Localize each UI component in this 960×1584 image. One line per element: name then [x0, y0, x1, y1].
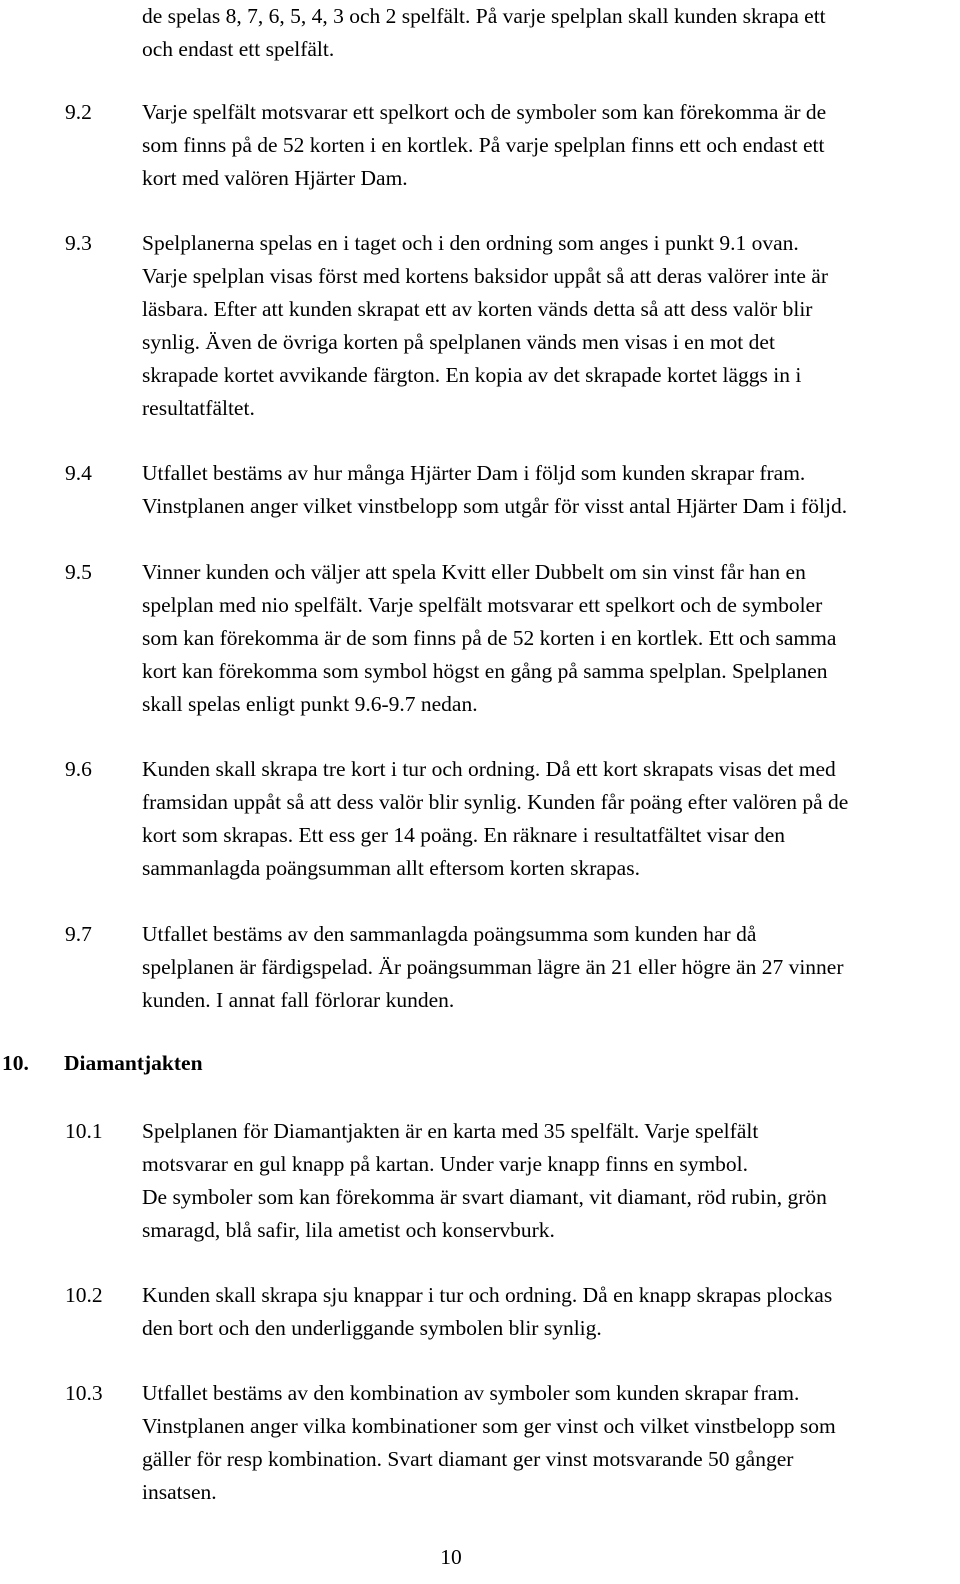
body-text-line: de spelas 8, 7, 6, 5, 4, 3 och 2 spelfält. På varje spelplan skall kunden skrapa ett [142, 4, 826, 28]
section-number: 9.5 [65, 560, 92, 584]
section-number: 9.6 [65, 757, 92, 781]
body-text-line: kunden. I annat fall förlorar kunden. [142, 988, 455, 1012]
section-number: 9.3 [65, 231, 92, 255]
section-number: 9.2 [65, 100, 92, 124]
subsection-number: 10.1 [65, 1119, 103, 1143]
body-text-line: som kan förekomma är de som finns på de 52 korten i en kortlek. Ett och samma [142, 626, 837, 650]
body-text-line: som finns på de 52 korten i en kortlek. På varje spelplan finns ett och endast ett [142, 133, 825, 157]
body-text-line: Spelplanerna spelas en i taget och i den ordning som anges i punkt 9.1 ovan. [142, 231, 799, 255]
body-text-line: och endast ett spelfält. [142, 37, 335, 61]
body-text-line: kort som skrapas. Ett ess ger 14 poäng. En räknare i resultatfältet visar den [142, 823, 786, 847]
subsection-number: 10.3 [65, 1381, 103, 1405]
body-text-line: kort kan förekomma som symbol högst en gång på samma spelplan. Spelplanen [142, 659, 828, 683]
body-text-line: läsbara. Efter att kunden skrapat ett av korten vänds detta så att dess valör blir [142, 297, 813, 321]
body-text-line: gäller för resp kombination. Svart diamant ger vinst motsvarande 50 gånger [142, 1447, 794, 1471]
body-text-line: kort med valören Hjärter Dam. [142, 166, 408, 190]
body-text-line: Vinstplanen anger vilket vinstbelopp som utgår för visst antal Hjärter Dam i följd. [142, 494, 848, 518]
body-text-line: Utfallet bestäms av den kombination av symboler som kunden skrapar fram. [142, 1381, 800, 1405]
body-text-line: Kunden skall skrapa tre kort i tur och ordning. Då ett kort skrapats visas det med [142, 757, 836, 781]
section-number: 9.4 [65, 461, 92, 485]
body-text-line: skall spelas enligt punkt 9.6-9.7 nedan. [142, 692, 478, 716]
body-text-line: Vinstplanen anger vilka kombinationer som ger vinst och vilket vinstbelopp som [142, 1414, 836, 1438]
page-number: 10 [440, 1545, 462, 1569]
chapter-number: 10. [2, 1051, 29, 1075]
chapter-title: Diamantjakten [64, 1051, 203, 1075]
body-text-line: Varje spelfält motsvarar ett spelkort och de symboler som kan förekomma är de [142, 100, 827, 124]
body-text-line: Varje spelplan visas först med kortens baksidor uppåt så att deras valörer inte är [142, 264, 828, 288]
body-text-line: Vinner kunden och väljer att spela Kvitt eller Dubbelt om sin vinst får han en [142, 560, 806, 584]
body-text-line: sammanlagda poängsumman allt eftersom korten skrapas. [142, 856, 640, 880]
body-text-line: motsvarar en gul knapp på kartan. Under varje knapp finns en symbol. [142, 1152, 749, 1176]
body-text-line: skrapade kortet avvikande färgton. En kopia av det skrapade kortet läggs in i [142, 363, 802, 387]
body-text-line: spelplan med nio spelfält. Varje spelfält motsvarar ett spelkort och de symboler [142, 593, 823, 617]
body-text-line: den bort och den underliggande symbolen blir synlig. [142, 1316, 602, 1340]
body-text-line: insatsen. [142, 1480, 217, 1504]
section-number: 9.7 [65, 922, 92, 946]
body-text-line: Utfallet bestäms av hur många Hjärter Dam i följd som kunden skrapar fram. [142, 461, 806, 485]
body-text-line: Spelplanen för Diamantjakten är en karta med 35 spelfält. Varje spelfält [142, 1119, 759, 1143]
body-text-line: Utfallet bestäms av den sammanlagda poängsumma som kunden har då [142, 922, 757, 946]
body-text-line: Kunden skall skrapa sju knappar i tur och ordning. Då en knapp skrapas plockas [142, 1283, 833, 1307]
body-text-line: De symboler som kan förekomma är svart diamant, vit diamant, röd rubin, grön [142, 1185, 827, 1209]
body-text-line: synlig. Även de övriga korten på spelplanen vänds men visas i en mot det [142, 330, 775, 354]
subsection-number: 10.2 [65, 1283, 103, 1307]
body-text-line: spelplanen är färdigspelad. Är poängsumman lägre än 21 eller högre än 27 vinner [142, 955, 844, 979]
body-text-line: smaragd, blå safir, lila ametist och konservburk. [142, 1218, 555, 1242]
body-text-line: resultatfältet. [142, 396, 255, 420]
body-text-line: framsidan uppåt så att dess valör blir synlig. Kunden får poäng efter valören på de [142, 790, 849, 814]
